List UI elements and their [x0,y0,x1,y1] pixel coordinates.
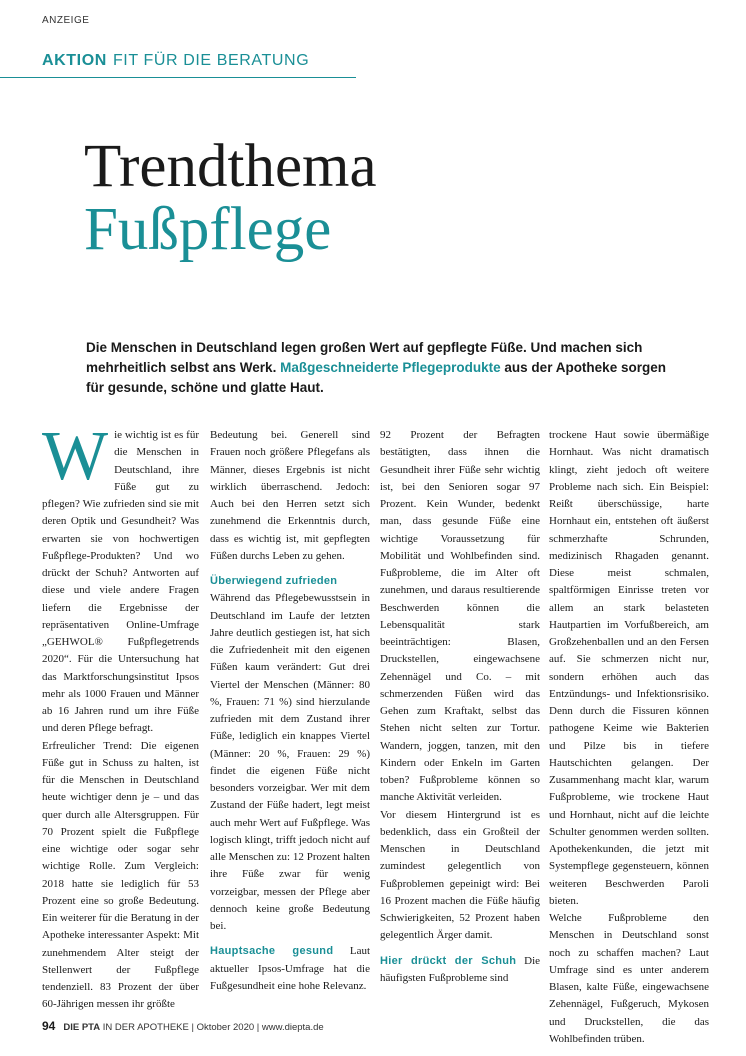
footer [42,1019,324,1033]
paragraph-1-text: ie wichtig ist es für die Menschen in Deutschland, ihre Füße gut zu pflegen? Wie zufrieden sind sie mit deren Optik und Gesundheit? Was erwarten sie von hochwertigen Fußpflege-Produkten? Und wo drückt der Schuh? Antworten auf diese und viele andere Fragen liefern die Ergebnisse der repräsentativen Online-Umfrage „GEHWOL® Fußpflegetrends 2020“. Für die Untersuchung hat das Marktforschungsinstitut Ipsos mehr als 1000 Frauen und Männer ab 16 Jahren rund um ihre Füße und deren Pflege befragt. [42,429,199,735]
column-3 [380,427,540,987]
paragraph-5-text: Laut aktueller Ipsos-Umfrage hat die Fußgesundheit eine hohe Relevanz. [210,945,371,992]
lead-paragraph [86,338,666,398]
paragraph-6: Vor diesem Hintergrund ist es bedenklich, dass ein Großteil der Menschen in Deutschland zumindest gelegentlich von Fußproblemen gepeinigt wird: Bei 16 Prozent machen die Füße häufig Schwierigkeiten, 52 Prozent haben gelegentlich Ärger damit. [380,808,540,942]
lead-part2: aus der Apotheke sorgen für gesunde, schöne und glatte Haut. [86,360,666,395]
footer-brand: DIE PTA [63,1022,101,1033]
lead-part1: Die Menschen in Deutschland legen großen Wert auf gepflegte Füße. Und machen sich mehrheitlich selbst ans Werk. [86,340,643,375]
section-rest: FIT FÜR DIE BERATUNG [112,52,310,69]
subhead-1 [210,573,370,590]
column-4 [549,427,709,1048]
paragraph-8: Welche Fußprobleme den Menschen in Deutschland sonst noch zu schaffen machen? Laut Umfrage sind es unter anderem Blasen, kalte Füße, eingewachsene Zehennägel, Fußgeruch, Mykosen und Druckstellen, die das Wohlbefinden trüben. [549,912,709,1045]
paragraph-1 [42,418,199,738]
subhead-3: Hier drückt der Schuh [380,954,517,967]
paragraph-7-text: Die häufigsten Fußprobleme sind [380,954,541,984]
section-bold: AKTION [42,52,107,69]
section-heading [42,52,309,70]
anzeige-label: ANZEIGE [42,15,90,26]
subhead-2: Hauptsache gesund [210,945,334,958]
dropcap: W [42,418,109,495]
column-2 [210,427,370,995]
column-1 [42,418,199,1014]
paragraph-7 [380,953,540,988]
paragraph-5 [210,943,370,995]
paragraph-5-continued: 92 Prozent der Befragten bestätigten, dass ihnen die Gesundheit ihrer Füße sehr wichtig ist, bei den Senioren sogar 97 Prozent. Kein Wunder, bedenkt man, dass gesunde Füße eine wichtige Voraussetzung für Mobilität und Wohlbefinden sind. Fußprobleme, die im Alter oft zunehmen, und daraus resultierende Beschwerden können die Lebensqualität stark beeinträchtigen: Blasen, Druckstellen, eingewachsene Zehennägel und Co. – mit schmerzenden Füßen wird das Gehen zum Kraftakt, selbst das Stehen nicht selten zur Tortur. Wandern, joggen, tanzen, mit den Kindern oder Enkeln im Garten toben? Fußprobleme können so manche Aktivität verleiden. [380,429,540,804]
lead-highlight: Maßgeschneiderte Pflegeprodukte [280,360,501,375]
section-rule [0,77,356,78]
paragraph-4: Während das Pflegebewusstsein in Deutschland im Laufe der letzten Jahre deutlich gestiegen ist, hat sich die Zufriedenheit mit den eigenen Füßen kaum verändert: Gut drei Viertel der Menschen (Männer: 80 %, Frauen: 71 %) sind hierzulande zufrieden mit dem Zustand ihrer Füße, lediglich ein knappes Viertel (Männer: 20 %, Frauen: 29 %) findet die eigenen Füße nicht besonders vorzeigbar. Wer mit dem Zustand der Füße hadert, legt meist auch mehr Wert auf Fußpflege. Was logisch klingt, trifft jedoch nicht auf alle Menschen zu: 12 Prozent halten ihre Füße zwar für wenig vorzeigbar, messen der Pflege aber dennoch keine große Bedeutung bei. [210,592,370,932]
footer-info: IN DER APOTHEKE | Oktober 2020 | www.diepta.de [102,1022,324,1033]
page-number: 94 [42,1019,56,1033]
title-line2: Fußpflege [84,196,332,263]
paragraph-3: Bedeutung bei. Generell sind Frauen noch größere Pflegefans als Männer, dieses Ergebnis ist nicht wirklich überraschend. Jedoch: Auch bei den Herren setzt sich zunehmend die Erkenntnis durch, dass es wichtig ist, mit gepflegten Füßen durchs Leben zu gehen. [210,429,370,562]
subhead-1-text: Überwiegend zufrieden [210,575,338,587]
paragraph-7-continued: trockene Haut sowie übermäßige Hornhaut. Was nicht dramatisch klingt, zieht jedoch oft weitere Probleme nach sich. Ein Beispiel: Reißt überschüssige, harte Hornhaut ein, entstehen oft äußerst schmerzhafte Schrunden, medizinisch Rhagaden genannt. Diese meist schmalen, spaltförmigen Einrisse treten vor allem an stark belasteten Hautpartien im Vorfußbereich, am Großzehenballen und an den Fersen auf. Sie schmerzen nicht nur, sondern erhöhen auch das Entzündungs- und Infektionsrisiko. Denn durch die Fissuren können pathogene Keime wie Bakterien und Pilze bis in tiefere Hautschichten gelangen. Der Zusammenhang macht klar, warum Fußprobleme, wie trockene Haut und Hornhaut, nicht auf die leichte Schulter genommen werden sollten. Apothekenkunden, die jetzt mit Systempflege gegensteuern, können weiteren Beschwerden Paroli bieten. [549,429,709,907]
paragraph-2: Erfreulicher Trend: Die eigenen Füße gut in Schuss zu halten, ist für die Menschen in Deutschland heute wichtiger denn je – und das quer durch alle Altersgruppen. Für 70 Prozent spielt die Fußpflege eine wichtige oder sogar sehr wichtige Rolle. Zum Vergleich: 2018 hatte sie lediglich für 53 Prozent eine so große Bedeutung. Ein weiterer für die Beratung in der Apotheke interessanter Aspekt: Mit zunehmendem Alter steigt der Stellenwert der Fußpflege tendenziell. 83 Prozent der über 60-Jährigen messen ihr größte [42,739,199,1011]
title-line1: Trendthema [84,133,377,200]
